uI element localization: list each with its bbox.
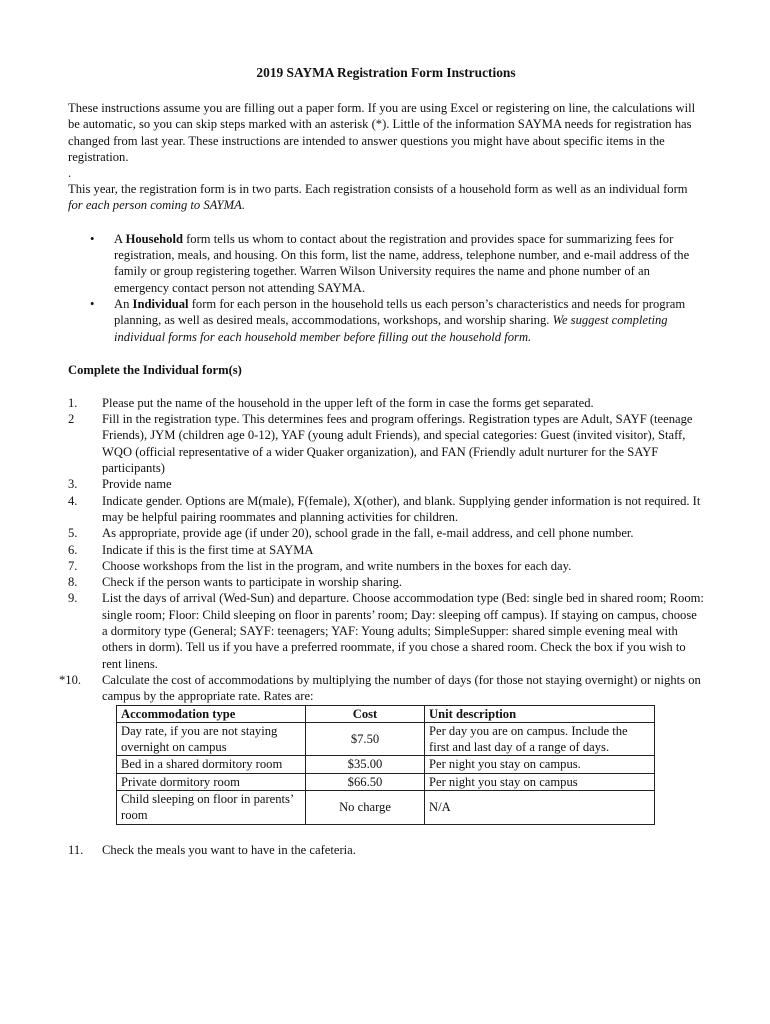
- list-item: [68, 493, 704, 526]
- step-number: 6.: [68, 542, 78, 557]
- step-number: 4.: [68, 493, 78, 508]
- table-row: [117, 756, 655, 773]
- step-number: 5.: [68, 526, 78, 541]
- document-title: 2019 SAYMA Registration Form Instructions: [256, 65, 516, 80]
- step-number: 11.: [68, 842, 84, 857]
- step-text: Provide name: [102, 477, 172, 492]
- rates-table: [116, 705, 655, 825]
- bullet-bold: Household: [125, 231, 183, 246]
- list-item: [68, 476, 704, 492]
- table-row: [117, 773, 655, 790]
- bullet-italic: We suggest completing individual forms for each household member before filling out the household form.: [114, 313, 668, 344]
- table-header: Cost: [306, 705, 425, 722]
- step-number: *10.: [59, 672, 82, 687]
- step-number: 1.: [68, 395, 78, 410]
- step-text: As appropriate, provide age (if under 20), school grade in the fall, e-mail address, and cell phone number.: [102, 526, 634, 541]
- table-cell: Private dormitory room: [117, 773, 306, 790]
- table-header: Accommodation type: [117, 705, 306, 722]
- table-cell: No charge: [306, 790, 425, 824]
- list-item: [68, 558, 704, 574]
- table-cell: Child sleeping on floor in parents’ room: [117, 790, 306, 824]
- table-cell: $66.50: [306, 773, 425, 790]
- bullet-bold: Individual: [132, 296, 189, 311]
- step-number: 3.: [68, 477, 78, 492]
- list-item: [68, 574, 704, 590]
- list-item: [68, 395, 704, 411]
- step-text: Check the meals you want to have in the cafeteria.: [102, 842, 356, 857]
- table-cell: Per day you are on campus. Include the first and last day of a range of days.: [425, 722, 655, 756]
- list-item-individual: [68, 296, 704, 345]
- table-row: [117, 722, 655, 756]
- list-item: [68, 411, 704, 476]
- table-cell: $35.00: [306, 756, 425, 773]
- bullet-icon: •: [90, 296, 95, 311]
- step-text: Check if the person wants to participate in worship sharing.: [102, 575, 403, 590]
- list-item: [68, 542, 704, 558]
- bullet-prefix: An: [114, 296, 133, 311]
- step-text: Choose workshops from the list in the program, and write numbers in the boxes for each day.: [102, 558, 572, 573]
- intro-dot: .: [68, 166, 72, 181]
- table-cell: $7.50: [306, 722, 425, 756]
- section-heading: Complete the Individual form(s): [68, 362, 242, 377]
- bullet-icon: •: [90, 231, 95, 246]
- intro-two-italic: for each person coming to SAYMA.: [68, 198, 245, 213]
- list-item: [59, 672, 704, 705]
- steps-list-continued: [68, 842, 704, 858]
- bullet-text: form tells us whom to contact about the registration and provides space for summarizing fees for registration, meals, and housing. On this form, list the name, address, telephone number, and e-mail address of the family or group registering together. Warren Wilson University requires the name and phone number of an emergency contact person not attending SAYMA.: [114, 231, 690, 295]
- intro-paragraph-two: [68, 181, 704, 214]
- step-text: Calculate the cost of accommodations by multiplying the number of days (for those not staying overnight) or nights on campus by the appropriate rate. Rates are:: [102, 672, 701, 704]
- steps-list: [59, 395, 704, 705]
- table-cell: Bed in a shared dormitory room: [117, 756, 306, 773]
- list-item: [68, 842, 704, 858]
- table-row: [117, 790, 655, 824]
- step-text: Indicate gender. Options are M(male), F(female), X(other), and blank. Supplying gender information is not required. It may be helpful pairing roommates and planning activities for children.: [102, 493, 701, 524]
- list-item: [68, 525, 704, 541]
- table-header: Unit description: [425, 705, 655, 722]
- step-text: List the days of arrival (Wed-Sun) and departure. Choose accommodation type (Bed: single bed in shared room; Room: single room; Floor: Child sleeping on floor in parents’ room; Day: sleeping off campus). If staying on campus, choose a dormitory type (General; SAYF: teenagers; YAF: Young adults; SimpleSupper: shared simple evening meal with others in dorm). Tell us if you have a preferred roommate, if you chose a shared room. Check the box if you wish to rent linens.: [102, 591, 704, 671]
- form-types-list: [68, 231, 704, 345]
- step-text: Fill in the registration type. This determines fees and program offerings. Registration types are Adult, SAYF (teenage Friends), JYM (children age 0-12), YAF (young adult Friends), and special categories: Guest (invited visitor), Staff, WQO (official representative of a wider Quaker organization), and FAN (Friendly adult nurturer for the SAYF participants): [102, 412, 693, 476]
- table-header-row: [117, 705, 655, 722]
- step-number: 8.: [68, 575, 78, 590]
- intro-two-text: This year, the registration form is in two parts. Each registration consists of a household form as well as an individual form: [68, 182, 688, 197]
- step-number: 2: [68, 412, 75, 427]
- table-cell: Day rate, if you are not staying overnight on campus: [117, 722, 306, 756]
- bullet-text: form for each person in the household tells us each person’s characteristics and needs for program planning, as well as desired meals, accommodations, workshops, and worship sharing.: [114, 296, 686, 328]
- intro-paragraph: These instructions assume you are filling out a paper form. If you are using Excel or registering on line, the calculations will be automatic, so you can skip steps marked with an asterisk (*). Little of the information SAYMA needs for registration has changed from last year. These instructions are intended to answer questions you might have about specific items in the registration.: [68, 101, 696, 164]
- table-cell: Per night you stay on campus.: [425, 756, 655, 773]
- table-cell: N/A: [425, 790, 655, 824]
- document-page: [59, 64, 704, 858]
- list-item: [68, 590, 704, 671]
- list-item-household: [68, 231, 704, 296]
- step-text: Please put the name of the household in the upper left of the form in case the forms get separated.: [102, 395, 594, 410]
- step-text: Indicate if this is the first time at SAYMA: [102, 542, 314, 557]
- step-number: 7.: [68, 558, 78, 573]
- bullet-prefix: A: [114, 231, 126, 246]
- step-number: 9.: [68, 591, 78, 606]
- table-cell: Per night you stay on campus: [425, 773, 655, 790]
